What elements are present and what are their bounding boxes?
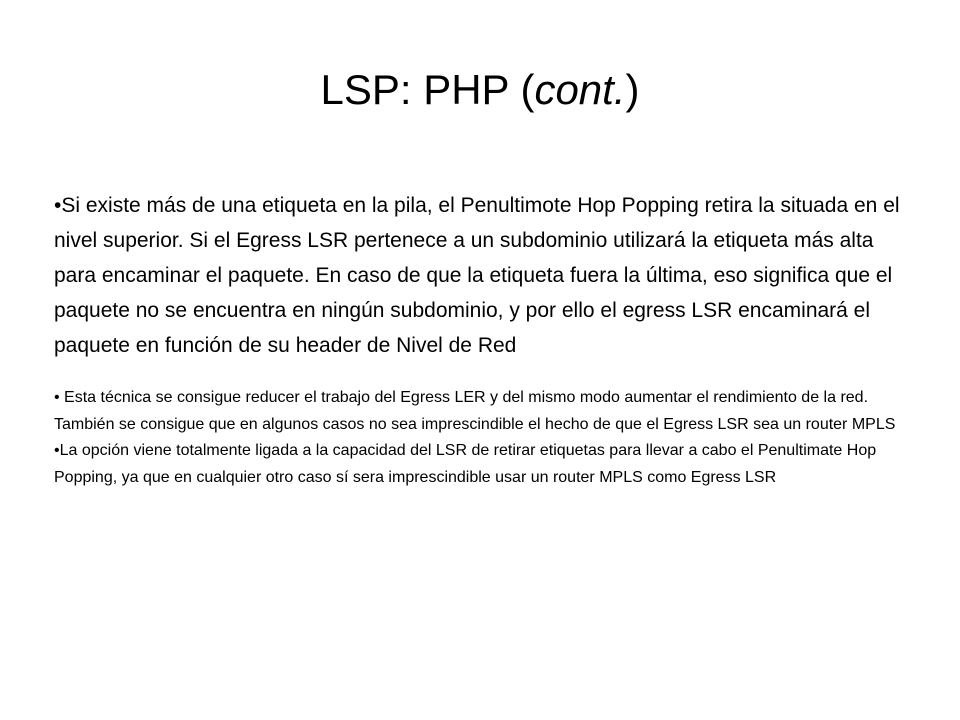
bullet-paragraph-tecnica: • Esta técnica se consigue reducer el trabajo del Egress LER y del mismo modo aumentar el rendimiento de la red. También se consigue que en algunos casos no sea imprescindible el hecho de que el Egress LSR sea un router MPLS — [54, 389, 896, 433]
slide-title-italic: cont. — [534, 66, 626, 113]
bullet-paragraph-opcion: •La opción viene totalmente ligada a la capacidad del LSR de retirar etiquetas para llevar a cabo el Penultimate Hop Popping, ya que en cualquier otro caso sí sera imprescindible usar un router MPLS como Egress LSR — [54, 442, 877, 486]
slide-body — [54, 188, 909, 491]
slide-title-close: ) — [625, 66, 640, 113]
slide-title-main: LSP: PHP ( — [320, 66, 535, 113]
slide-title — [0, 62, 960, 118]
bullet-paragraph-pila: •Si existe más de una etiqueta en la pila, el Penultimote Hop Popping retira la situada en el nivel superior. Si el Egress LSR pertenece a un subdominio utilizará la etiqueta más alta para encaminar el paquete. En caso de que la etiqueta fuera la última, eso significa que el paquete no se encuentra en ningún subdominio, y por ello el egress LSR encaminará el paquete en función de su header de Nivel de Red — [54, 194, 900, 357]
